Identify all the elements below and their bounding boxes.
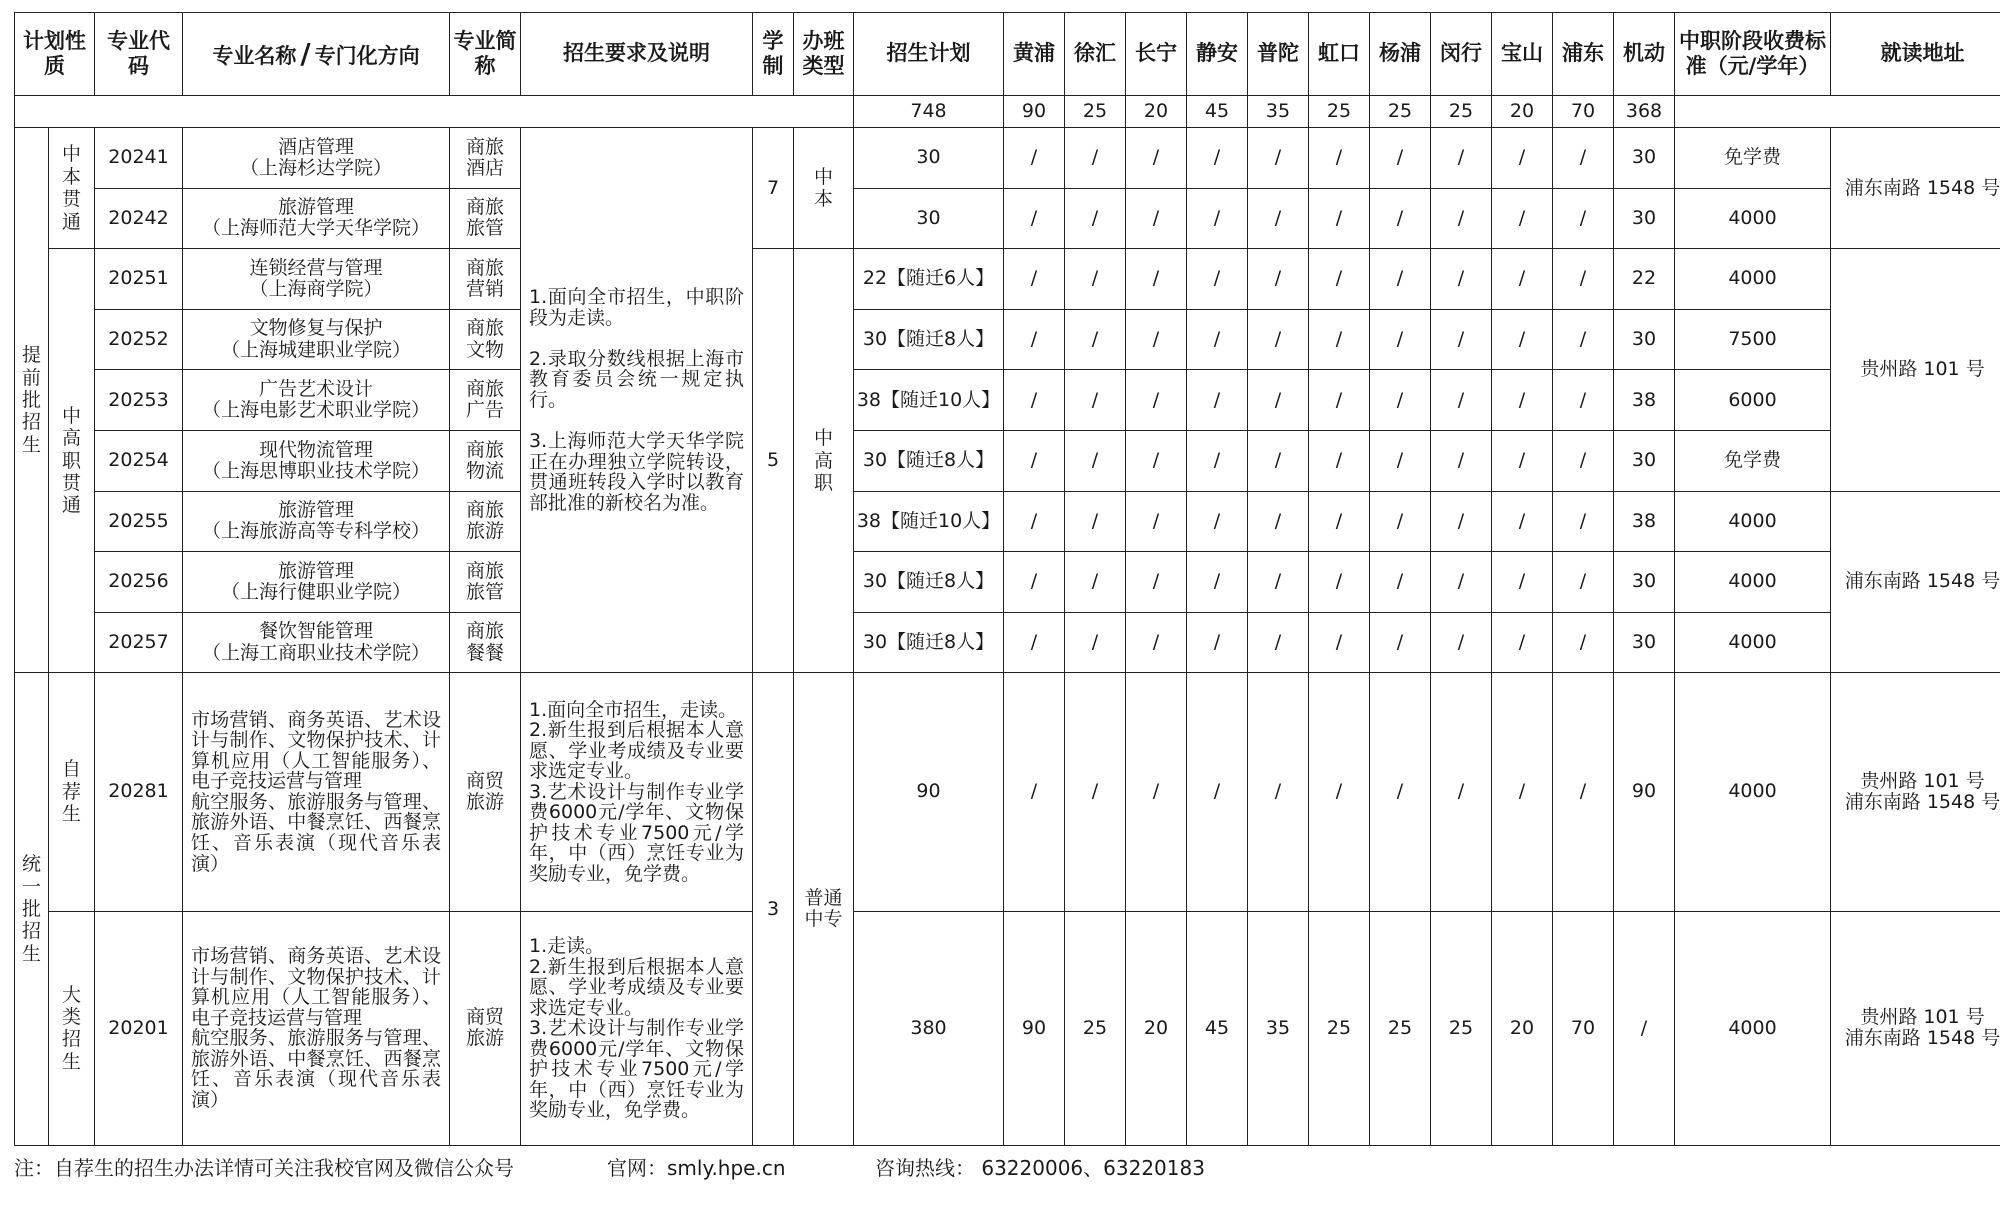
major-abbr [450, 911, 521, 1145]
district-count: 35 [1248, 911, 1309, 1145]
group-early-text: 提前批招生 [21, 344, 41, 456]
district-count: / [1187, 309, 1248, 370]
major-abbr-text: 商旅酒店 [465, 135, 504, 179]
district-count: / [1431, 552, 1492, 613]
major-name-text: 旅游管理 [277, 499, 354, 522]
district-count: / [1065, 188, 1126, 249]
requirements-text: 1.面向全市招生，走读。 2.新生报到后根据本人意愿、学业考成绩及专业要求选定专业。 3.艺术设计与制作专业学费6000元/学年、文物保护技术专业7500元/学年，中（西）烹饪专业为奖励专业，免学费。 [521, 673, 753, 911]
district-count: / [1492, 188, 1553, 249]
major-name [183, 249, 450, 310]
district-count: / [1126, 552, 1187, 613]
major-school-text: （上海行健职业学院） [220, 580, 411, 603]
total-district: 70 [1553, 95, 1614, 127]
district-count: / [1492, 673, 1553, 911]
years-zhonggao: 5 [753, 249, 794, 673]
district-count: 38 [1614, 370, 1675, 431]
district-count: / [1065, 309, 1126, 370]
table-row [15, 491, 2000, 552]
district-count: / [1187, 673, 1248, 911]
major-school-text: （上海电影艺术职业学院） [201, 399, 430, 422]
district-count: / [1431, 128, 1492, 189]
major-name: 市场营销、商务英语、艺术设计与制作、文物保护技术、计算机应用（人工智能服务）、电子竞技运营与管理 航空服务、旅游服务与管理、旅游外语、中餐烹饪、西餐烹饪、音乐表演（现代音乐表演） [183, 911, 450, 1145]
major-school-text: （上海工商职业技术学院） [201, 641, 430, 664]
district-count: / [1065, 249, 1126, 310]
major-abbr-text: 商旅旅管 [465, 559, 504, 603]
district-count: 25 [1431, 911, 1492, 1145]
major-code: 20242 [95, 188, 183, 249]
district-count: 38 [1614, 491, 1675, 552]
district-count: / [1431, 188, 1492, 249]
district-count: / [1431, 309, 1492, 370]
plan-count: 90 [854, 673, 1004, 911]
fee: 4000 [1675, 911, 1831, 1145]
district-count: / [1431, 249, 1492, 310]
major-abbr [450, 612, 521, 673]
header-district: 机动 [1614, 13, 1675, 96]
major-code: 20251 [95, 249, 183, 310]
class-zhongzhuan [794, 673, 854, 1146]
major-abbr-text: 商贸旅游 [465, 1006, 504, 1050]
major-code: 20201 [95, 911, 183, 1145]
district-count: / [1553, 612, 1614, 673]
class-zhonggao [794, 249, 854, 673]
fee: 4000 [1675, 673, 1831, 911]
subgroup-dalei [49, 911, 95, 1145]
group-unified-text: 统一批招生 [21, 853, 41, 965]
address: 贵州路 101 号 浦东南路 1548 号 [1831, 673, 2000, 911]
district-count: / [1309, 431, 1370, 492]
district-count: / [1126, 188, 1187, 249]
subgroup-zijian-text: 自荐生 [61, 758, 81, 826]
subgroup-zhonggao [49, 249, 95, 673]
total-district: 25 [1309, 95, 1370, 127]
total-plan: 748 [854, 95, 1004, 127]
district-count: / [1553, 431, 1614, 492]
district-count: / [1004, 370, 1065, 431]
major-abbr-text: 商旅旅游 [465, 499, 504, 543]
major-code: 20257 [95, 612, 183, 673]
district-count: / [1065, 370, 1126, 431]
total-district: 90 [1004, 95, 1065, 127]
totals-row [15, 95, 2000, 127]
table-row [15, 673, 2000, 911]
header-district: 宝山 [1492, 13, 1553, 96]
subgroup-zhongben-text: 中本贯通 [61, 143, 81, 233]
major-abbr [450, 188, 521, 249]
major-code: 20254 [95, 431, 183, 492]
fee: 4000 [1675, 188, 1831, 249]
total-district: 35 [1248, 95, 1309, 127]
requirements-guantong: 1.面向全市招生，中职阶段为走读。 2.录取分数线根据上海市教育委员会统一规定执行。 3.上海师范大学天华学院正在办理独立学院转设，贯通班转段入学时以教育部批准的新校名为准。 [521, 128, 753, 673]
requirements-text: 1.走读。 2.新生报到后根据本人意愿、学业考成绩及专业要求选定专业。 3.艺术设计与制作专业学费6000元/学年、文物保护技术专业7500元/学年，中（西）烹饪专业为奖励专业，免学费。 [521, 911, 753, 1145]
major-abbr-text: 商旅物流 [465, 438, 504, 482]
district-count: 30 [1614, 188, 1675, 249]
footer-note [14, 1152, 1205, 1181]
group-unified [15, 673, 49, 1146]
years-zhongben: 7 [753, 128, 794, 249]
district-count: / [1126, 370, 1187, 431]
district-count: / [1431, 491, 1492, 552]
major-name-text: 酒店管理 [277, 135, 354, 158]
major-school-text: （上海杉达学院） [239, 156, 392, 179]
subgroup-zhonggao-text: 中高职贯通 [61, 404, 81, 517]
district-count: / [1309, 188, 1370, 249]
district-count: 90 [1004, 911, 1065, 1145]
major-school-text: （上海师范大学天华学院） [201, 217, 430, 240]
district-count: / [1553, 552, 1614, 613]
district-count: / [1065, 128, 1126, 189]
plan-count: 30 [854, 188, 1004, 249]
district-count: / [1492, 249, 1553, 310]
district-count: 90 [1614, 673, 1675, 911]
district-count: / [1065, 673, 1126, 911]
header-years: 学制 [753, 13, 794, 96]
district-count: / [1309, 552, 1370, 613]
years-zhongzhuan: 3 [753, 673, 794, 1146]
district-count: / [1126, 431, 1187, 492]
district-count: / [1126, 673, 1187, 911]
address-guizhou: 贵州路 101 号 [1831, 249, 2000, 491]
major-abbr-text: 商旅旅管 [465, 196, 504, 240]
major-code: 20281 [95, 673, 183, 911]
district-count: / [1370, 552, 1431, 613]
header-district: 虹口 [1309, 13, 1370, 96]
district-count: / [1309, 128, 1370, 189]
district-count: / [1248, 188, 1309, 249]
major-abbr [450, 491, 521, 552]
district-count: / [1492, 309, 1553, 370]
district-count: / [1370, 309, 1431, 370]
district-count: / [1187, 249, 1248, 310]
district-count: 30 [1614, 552, 1675, 613]
plan-count: 30【随迁8人】 [854, 552, 1004, 613]
district-count: / [1370, 249, 1431, 310]
district-count: / [1004, 309, 1065, 370]
table-row [15, 309, 2000, 370]
major-code: 20255 [95, 491, 183, 552]
district-count: / [1553, 249, 1614, 310]
district-count: 25 [1065, 911, 1126, 1145]
major-abbr-text: 商旅营销 [465, 256, 504, 301]
district-count: 30 [1614, 612, 1675, 673]
major-code: 20241 [95, 128, 183, 189]
district-count: 30 [1614, 431, 1675, 492]
header-fee: 中职阶段收费标准（元/学年） [1675, 13, 1831, 96]
district-count: / [1553, 309, 1614, 370]
major-school-text: （上海城建职业学院） [220, 338, 411, 361]
fee: 免学费 [1675, 431, 1831, 492]
district-count: / [1309, 673, 1370, 911]
district-count: / [1431, 673, 1492, 911]
district-count: / [1004, 188, 1065, 249]
major-name-text: 文物修复与保护 [249, 317, 383, 340]
district-count: / [1492, 128, 1553, 189]
district-count: / [1065, 491, 1126, 552]
major-name [183, 370, 450, 431]
district-count: / [1248, 370, 1309, 431]
district-count: / [1492, 370, 1553, 431]
group-early [15, 128, 49, 673]
district-count: / [1126, 128, 1187, 189]
table-row [15, 552, 2000, 613]
district-count: / [1065, 552, 1126, 613]
district-count: / [1431, 370, 1492, 431]
plan-count: 22【随迁6人】 [854, 249, 1004, 310]
major-code: 20252 [95, 309, 183, 370]
district-count: / [1370, 188, 1431, 249]
major-name [183, 491, 450, 552]
subgroup-dalei-text: 大类招生 [61, 983, 81, 1073]
total-district: 368 [1614, 95, 1675, 127]
total-district: 25 [1431, 95, 1492, 127]
header-requirements: 招生要求及说明 [521, 13, 753, 96]
district-count: 30 [1614, 309, 1675, 370]
table-row [15, 911, 2000, 1145]
district-count: 70 [1553, 911, 1614, 1145]
district-count: / [1309, 309, 1370, 370]
class-zhonggao-text: 中高职 [813, 427, 833, 494]
major-abbr [450, 128, 521, 189]
district-count: / [1248, 128, 1309, 189]
district-count: / [1004, 552, 1065, 613]
district-count: / [1553, 491, 1614, 552]
district-count: / [1492, 491, 1553, 552]
table-row [15, 249, 2000, 310]
major-abbr [450, 370, 521, 431]
district-count: / [1370, 128, 1431, 189]
header-district: 杨浦 [1370, 13, 1431, 96]
major-school-text: （上海思博职业技术学院） [201, 459, 430, 482]
district-count: / [1248, 491, 1309, 552]
plan-count: 30【随迁8人】 [854, 309, 1004, 370]
district-count: / [1309, 612, 1370, 673]
district-count: / [1370, 370, 1431, 431]
header-address: 就读地址 [1831, 13, 2000, 96]
table-row [15, 188, 2000, 249]
district-count: / [1187, 491, 1248, 552]
district-count: / [1492, 552, 1553, 613]
fee: 4000 [1675, 612, 1831, 673]
district-count: / [1126, 612, 1187, 673]
table-row [15, 128, 2000, 189]
district-count: 25 [1370, 911, 1431, 1145]
district-count: / [1553, 370, 1614, 431]
subgroup-zhongben [49, 128, 95, 249]
enrollment-plan-table [14, 12, 2000, 1146]
major-name [183, 612, 450, 673]
header-major-name [183, 13, 450, 96]
district-count: / [1004, 431, 1065, 492]
major-name [183, 431, 450, 492]
district-count: 20 [1126, 911, 1187, 1145]
subgroup-zijian [49, 673, 95, 911]
district-count: / [1553, 128, 1614, 189]
district-count: / [1431, 431, 1492, 492]
district-count: / [1370, 431, 1431, 492]
totals-tail [1675, 95, 2000, 127]
major-name [183, 309, 450, 370]
total-district: 20 [1126, 95, 1187, 127]
district-count: / [1370, 673, 1431, 911]
district-count: / [1309, 370, 1370, 431]
footer-site: 官网：smly.hpe.cn [607, 1156, 786, 1180]
major-abbr [450, 552, 521, 613]
address-pudong: 浦东南路 1548 号 [1831, 128, 2000, 249]
header-direction-text: 专门化方向 [314, 44, 420, 69]
district-count: / [1248, 552, 1309, 613]
header-abbr: 专业简称 [450, 13, 521, 96]
major-abbr [450, 309, 521, 370]
major-name-text: 旅游管理 [277, 196, 354, 219]
district-count: / [1004, 491, 1065, 552]
major-name-text: 连锁经营与管理 [249, 256, 383, 279]
major-school-text: （上海商学院） [249, 278, 383, 301]
table-row [15, 431, 2000, 492]
district-count: / [1492, 431, 1553, 492]
major-name: 市场营销、商务英语、艺术设计与制作、文物保护技术、计算机应用（人工智能服务）、电子竞技运营与管理 航空服务、旅游服务与管理、旅游外语、中餐烹饪、西餐烹饪、音乐表演（现代音乐表演） [183, 673, 450, 911]
major-abbr [450, 431, 521, 492]
district-count: 45 [1187, 911, 1248, 1145]
fee: 6000 [1675, 370, 1831, 431]
total-district: 45 [1187, 95, 1248, 127]
header-district: 闵行 [1431, 13, 1492, 96]
district-count: / [1187, 128, 1248, 189]
district-count: / [1248, 249, 1309, 310]
district-count: 22 [1614, 249, 1675, 310]
class-zhongben-text: 中本 [813, 165, 833, 211]
major-abbr-text: 商旅餐餐 [465, 620, 504, 664]
total-district: 25 [1370, 95, 1431, 127]
district-count: 30 [1614, 128, 1675, 189]
district-count: / [1248, 309, 1309, 370]
plan-count: 38【随迁10人】 [854, 491, 1004, 552]
district-count: / [1126, 491, 1187, 552]
plan-count: 38【随迁10人】 [854, 370, 1004, 431]
major-name [183, 552, 450, 613]
district-count: 25 [1309, 911, 1370, 1145]
header-major-name-text: 专业名称 [212, 44, 297, 69]
district-count: / [1370, 612, 1431, 673]
district-count: / [1187, 188, 1248, 249]
district-count: / [1309, 491, 1370, 552]
header-district: 长宁 [1126, 13, 1187, 96]
district-count: / [1126, 249, 1187, 310]
address: 贵州路 101 号 浦东南路 1548 号 [1831, 911, 2000, 1145]
header-slash: / [300, 37, 311, 71]
fee: 7500 [1675, 309, 1831, 370]
fee: 4000 [1675, 491, 1831, 552]
district-count: / [1004, 128, 1065, 189]
district-count: / [1614, 911, 1675, 1145]
header-district: 静安 [1187, 13, 1248, 96]
district-count: / [1492, 612, 1553, 673]
major-code: 20256 [95, 552, 183, 613]
fee: 4000 [1675, 249, 1831, 310]
major-name-text: 现代物流管理 [258, 438, 373, 461]
major-name [183, 128, 450, 189]
district-count: / [1065, 612, 1126, 673]
header-plan: 招生计划 [854, 13, 1004, 96]
district-count: 20 [1492, 911, 1553, 1145]
major-abbr [450, 249, 521, 310]
district-count: / [1004, 249, 1065, 310]
class-zhongben [794, 128, 854, 249]
district-count: / [1309, 249, 1370, 310]
plan-count: 380 [854, 911, 1004, 1145]
major-school-text: （上海旅游高等专科学校） [201, 520, 430, 543]
major-abbr-text: 商旅广告 [465, 377, 504, 422]
total-district: 25 [1065, 95, 1126, 127]
district-count: / [1248, 673, 1309, 911]
major-name-text: 旅游管理 [277, 559, 354, 582]
header-district: 普陀 [1248, 13, 1309, 96]
major-abbr-text: 商贸旅游 [465, 769, 504, 813]
district-count: / [1187, 552, 1248, 613]
fee: 4000 [1675, 552, 1831, 613]
plan-count: 30【随迁8人】 [854, 612, 1004, 673]
header-district: 浦东 [1553, 13, 1614, 96]
plan-count: 30 [854, 128, 1004, 189]
major-abbr-text: 商旅文物 [465, 317, 504, 361]
district-count: / [1553, 188, 1614, 249]
totals-spacer [15, 95, 854, 127]
district-count: / [1370, 491, 1431, 552]
address-pudong: 浦东南路 1548 号 [1831, 491, 2000, 673]
plan-count: 30【随迁8人】 [854, 431, 1004, 492]
district-count: / [1004, 673, 1065, 911]
major-name-text: 广告艺术设计 [258, 377, 373, 400]
class-zhongzhuan-text: 普通中专 [804, 886, 843, 931]
header-plan-type: 计划性质 [15, 13, 95, 96]
district-count: / [1187, 370, 1248, 431]
total-district: 20 [1492, 95, 1553, 127]
district-count: / [1187, 612, 1248, 673]
district-count: / [1187, 431, 1248, 492]
district-count: / [1004, 612, 1065, 673]
fee: 免学费 [1675, 128, 1831, 189]
header-class-type: 办班类型 [794, 13, 854, 96]
district-count: / [1248, 431, 1309, 492]
header-district: 徐汇 [1065, 13, 1126, 96]
district-count: / [1553, 673, 1614, 911]
footer-note-text: 注：自荐生的招生办法详情可关注我校官网及微信公众号 [14, 1156, 514, 1180]
major-name-text: 餐饮智能管理 [258, 620, 373, 643]
district-count: / [1431, 612, 1492, 673]
header-major-code: 专业代码 [95, 13, 183, 96]
major-name [183, 188, 450, 249]
district-count: / [1126, 309, 1187, 370]
district-count: / [1248, 612, 1309, 673]
footer-hotline: 咨询热线： 63220006、63220183 [875, 1156, 1205, 1180]
major-abbr [450, 673, 521, 911]
table-row [15, 370, 2000, 431]
major-code: 20253 [95, 370, 183, 431]
header-district: 黄浦 [1004, 13, 1065, 96]
header-row [15, 13, 2000, 96]
district-count: / [1065, 431, 1126, 492]
table-row [15, 612, 2000, 673]
